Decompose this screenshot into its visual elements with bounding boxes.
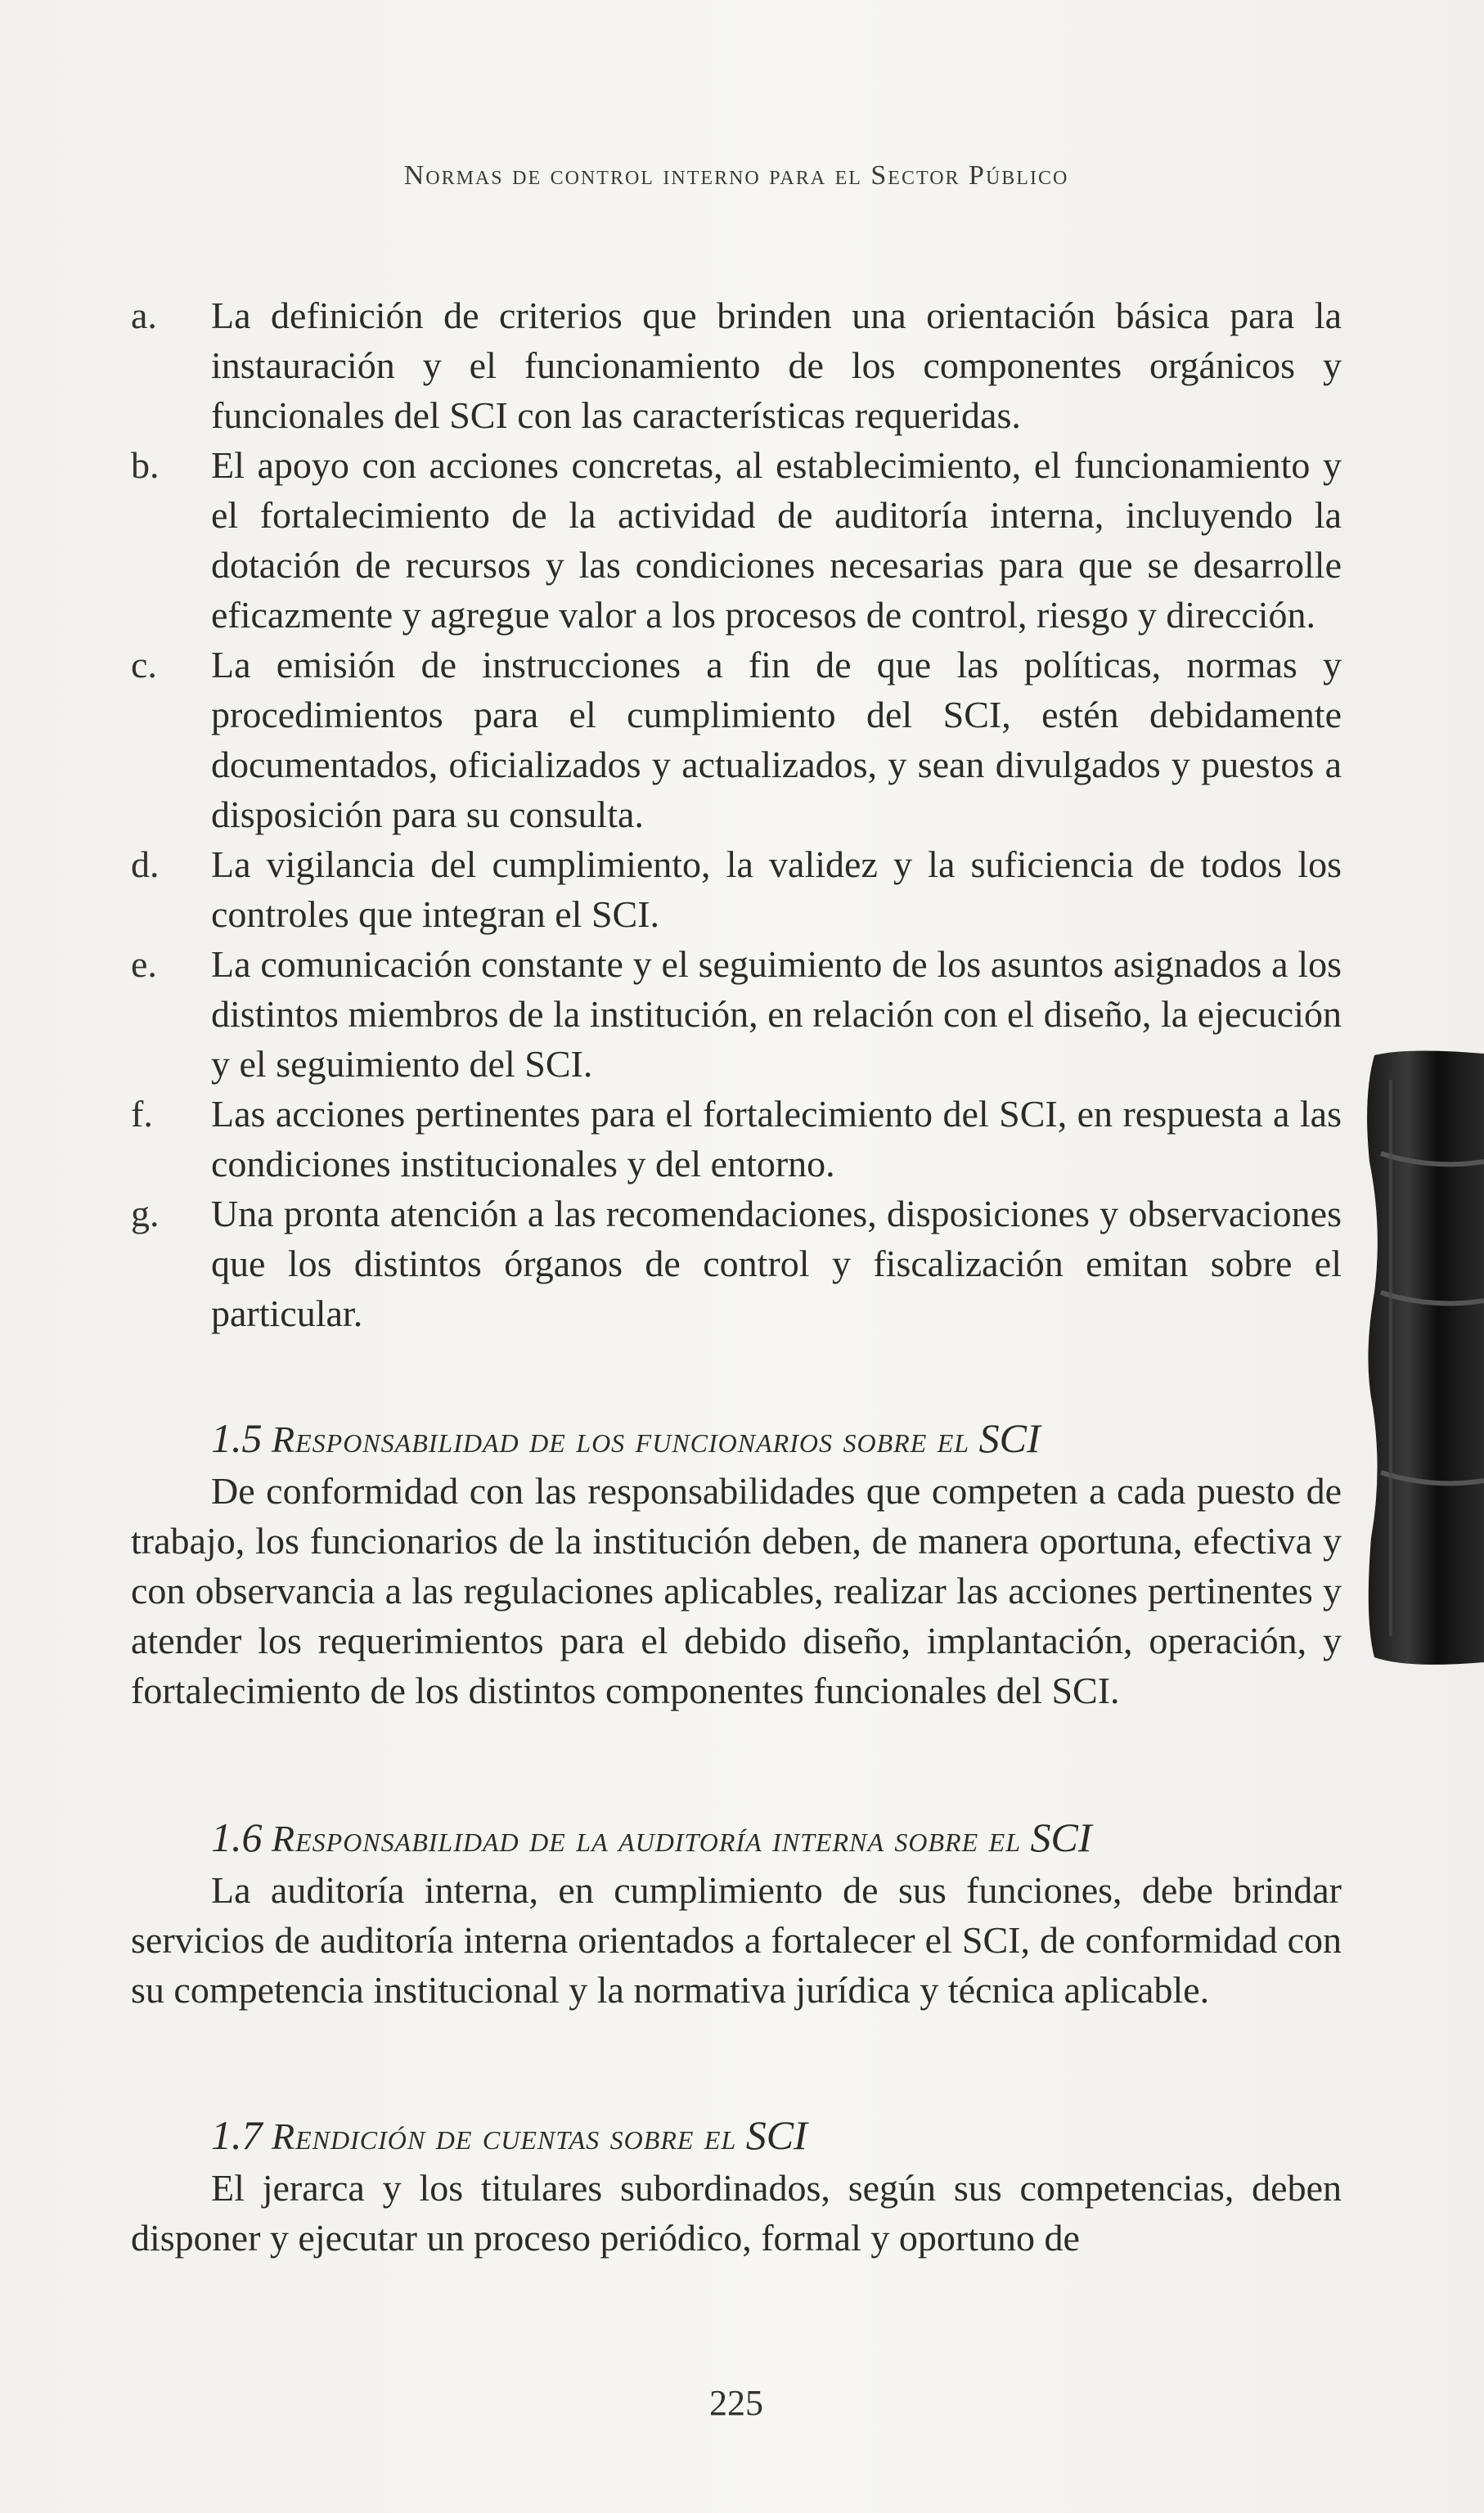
list-item <box>131 1089 1342 1189</box>
section-title-suffix: SCI <box>745 2112 807 2158</box>
list-item <box>131 640 1342 839</box>
section-body: La auditoría interna, en cumplimiento de sus funciones, debe brindar servicios de auditoría interna orientados a fortalecer el SCI, de conformidad con su competencia institucional y la normativa jurídica y técnica aplicable. <box>131 1869 1342 2011</box>
list-marker: b. <box>131 444 160 486</box>
binder-clip <box>1358 1047 1484 1669</box>
section-body: De conformidad con las responsabilidades que competen a cada puesto de trabajo, los funcionarios de la institución deben, de manera oportuna, efectiva y con observancia a las regulaciones aplicables, realizar las acciones pertinentes y atender los requerimientos para el debido diseño, implantación, operación, y fortalecimiento de los distintos componentes funcionales del SCI. <box>131 1470 1342 1711</box>
section-title-suffix: SCI <box>978 1415 1041 1461</box>
list-marker: c. <box>131 644 157 686</box>
section-heading <box>211 1813 1342 1863</box>
list-marker: g. <box>131 1193 160 1234</box>
running-head: Normas de control interno para el Sector Público <box>403 160 1069 191</box>
list-marker: d. <box>131 843 160 885</box>
section-number: 1.7 <box>211 2112 263 2158</box>
section-heading <box>211 1414 1342 1464</box>
list-item <box>131 1189 1342 1338</box>
section-heading <box>211 2111 1342 2161</box>
section-title: Responsabilidad de los funcionarios sobre el <box>272 1418 970 1460</box>
section-number: 1.6 <box>211 1814 263 1860</box>
list-item <box>131 440 1342 640</box>
section-1-7 <box>131 2111 1342 2263</box>
list-item-text: Una pronta atención a las recomendaciones, disposiciones y observaciones que los distintos órganos de control y fiscalización emitan sobre el particular. <box>211 1193 1342 1334</box>
section-title: Rendición de cuentas sobre el <box>272 2115 737 2157</box>
page-number: 225 <box>709 2383 763 2423</box>
list-item <box>131 939 1342 1089</box>
list-item-text: Las acciones pertinentes para el fortalecimiento del SCI, en respuesta a las condiciones institucionales y del entorno. <box>211 1093 1342 1185</box>
list-item-text: La vigilancia del cumplimiento, la validez y la suficiencia de todos los controles que integran el SCI. <box>211 843 1342 935</box>
list-item-text: La definición de criterios que brinden una orientación básica para la instauración y el funcionamiento de los componentes orgánicos y funcionales del SCI con las características requeridas. <box>211 294 1342 436</box>
list-item-text: La comunicación constante y el seguimiento de los asuntos asignados a los distintos miembros de la institución, en relación con el diseño, la ejecución y el seguimiento del SCI. <box>211 943 1342 1085</box>
section-1-6 <box>131 1813 1342 2015</box>
section-title-suffix: SCI <box>1030 1814 1092 1860</box>
list-marker: f. <box>131 1093 153 1135</box>
list-item <box>131 839 1342 939</box>
list-item-text: El apoyo con acciones concretas, al establecimiento, el funcionamiento y el fortalecimiento de la actividad de auditoría interna, incluyendo la dotación de recursos y las condiciones necesarias para que se desarrolle eficazmente y agregue valor a los procesos de control, riesgo y dirección. <box>211 444 1342 636</box>
list-marker: a. <box>131 294 157 336</box>
section-1-5 <box>131 1414 1342 1715</box>
responsibilities-list <box>131 290 1342 1338</box>
section-body: El jerarca y los titulares subordinados, según sus competencias, deben disponer y ejecutar un proceso periódico, formal y oportuno de <box>131 2167 1342 2259</box>
list-item <box>131 290 1342 440</box>
section-number: 1.5 <box>211 1415 263 1461</box>
list-marker: e. <box>131 943 157 985</box>
list-item-text: La emisión de instrucciones a fin de que las políticas, normas y procedimientos para el cumplimiento del SCI, estén debidamente documentados, oficializados y actualizados, y sean divulgados y puestos a disposición para su consulta. <box>211 644 1342 835</box>
section-title: Responsabilidad de la auditoría interna sobre el <box>272 1818 1021 1859</box>
